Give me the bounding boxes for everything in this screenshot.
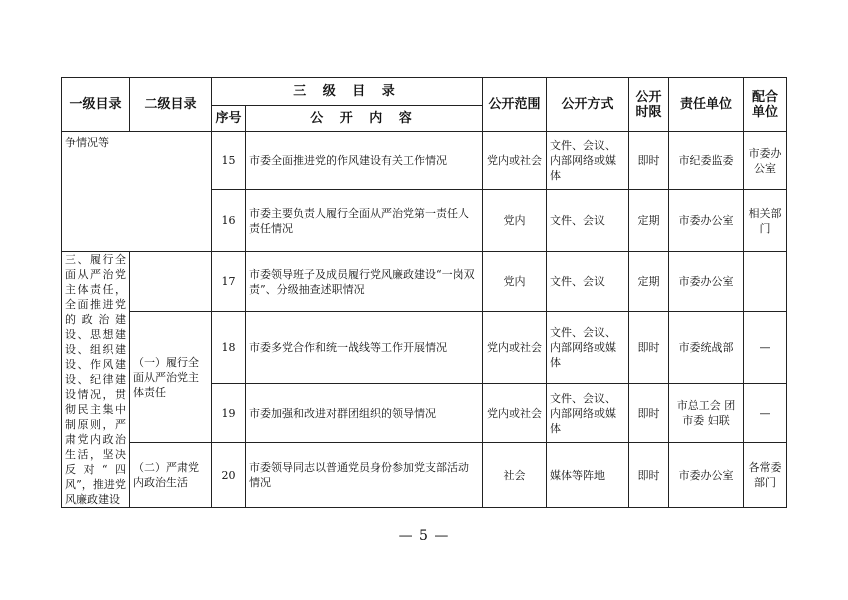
header-row-1 [62,78,787,106]
row-scope: 党内 [483,190,547,252]
table-row [62,443,787,508]
row-method: 文件、会议、内部网络或媒体 [547,132,629,190]
level1-section3: 三、履行全面从严治党主体责任，全面推进党的政治建设、思想建设、组织建设、作风建设、纪律建设情况，贯彻民主集中制原则，严肃党内政治生活，坚决反对“四风”，推进党风廉政建设 [62,252,130,508]
row-time: 即时 [629,443,669,508]
header-scope: 公开范围 [483,78,547,132]
row-method: 媒体等阵地 [547,443,629,508]
row-cooperating: 市委办公室 [744,132,787,190]
row-responsible: 市委办公室 [669,252,744,312]
row-content: 市委领导班子及成员履行党风廉政建设“一岗双责”、分级抽查述职情况 [246,252,483,312]
header-responsible: 责任单位 [669,78,744,132]
row-content: 市委领导同志以普通党员身份参加党支部活动情况 [246,443,483,508]
row-scope: 党内或社会 [483,132,547,190]
row-responsible: 市委办公室 [669,190,744,252]
row-time: 定期 [629,252,669,312]
disclosure-catalog-table [61,77,787,508]
table-row [62,312,787,384]
row-content: 市委主要负责人履行全面从严治党第一责任人责任情况 [246,190,483,252]
row-seq: 20 [212,443,246,508]
row-seq: 15 [212,132,246,190]
row-responsible: 市委办公室 [669,443,744,508]
row-method: 文件、会议 [547,252,629,312]
row-content: 市委多党合作和统一战线等工作开展情况 [246,312,483,384]
level2-sub2: （二）严肃党内政治生活 [130,443,212,508]
page-number: — 5 — [398,528,450,544]
header-method: 公开方式 [547,78,629,132]
row-scope: 党内或社会 [483,384,547,443]
header-seq: 序号 [212,106,246,132]
row-scope: 社会 [483,443,547,508]
row-method: 文件、会议 [547,190,629,252]
row-cooperating: 各常委部门 [744,443,787,508]
row-scope: 党内或社会 [483,312,547,384]
header-level3: 三 级 目 录 [212,78,483,106]
table-row [62,252,787,312]
row-scope: 党内 [483,252,547,312]
row-time: 定期 [629,190,669,252]
level1-continued: 争情况等 [62,132,212,252]
row-time: 即时 [629,312,669,384]
row-responsible: 市委统战部 [669,312,744,384]
row-method: 文件、会议、内部网络或媒体 [547,312,629,384]
row-method: 文件、会议、内部网络或媒体 [547,384,629,443]
row-seq: 17 [212,252,246,312]
header-level1: 一级目录 [62,78,130,132]
table-row [62,132,787,190]
row-seq: 16 [212,190,246,252]
row-content: 市委加强和改进对群团组织的领导情况 [246,384,483,443]
row-cooperating [744,252,787,312]
row-seq: 18 [212,312,246,384]
row-time: 即时 [629,384,669,443]
row-seq: 19 [212,384,246,443]
row-time: 即时 [629,132,669,190]
header-time-limit: 公开时限 [629,78,669,132]
row-content: 市委全面推进党的作风建设有关工作情况 [246,132,483,190]
header-cooperating: 配合单位 [744,78,787,132]
level2-sub1: （一）履行全面从严治党主体责任 [130,312,212,443]
row-cooperating: — [744,384,787,443]
row-responsible: 市纪委监委 [669,132,744,190]
row-cooperating: — [744,312,787,384]
header-level2: 二级目录 [130,78,212,132]
header-content: 公 开 内 容 [246,106,483,132]
level2-empty [130,252,212,312]
row-cooperating: 相关部门 [744,190,787,252]
row-responsible: 市总工会 团市委 妇联 [669,384,744,443]
